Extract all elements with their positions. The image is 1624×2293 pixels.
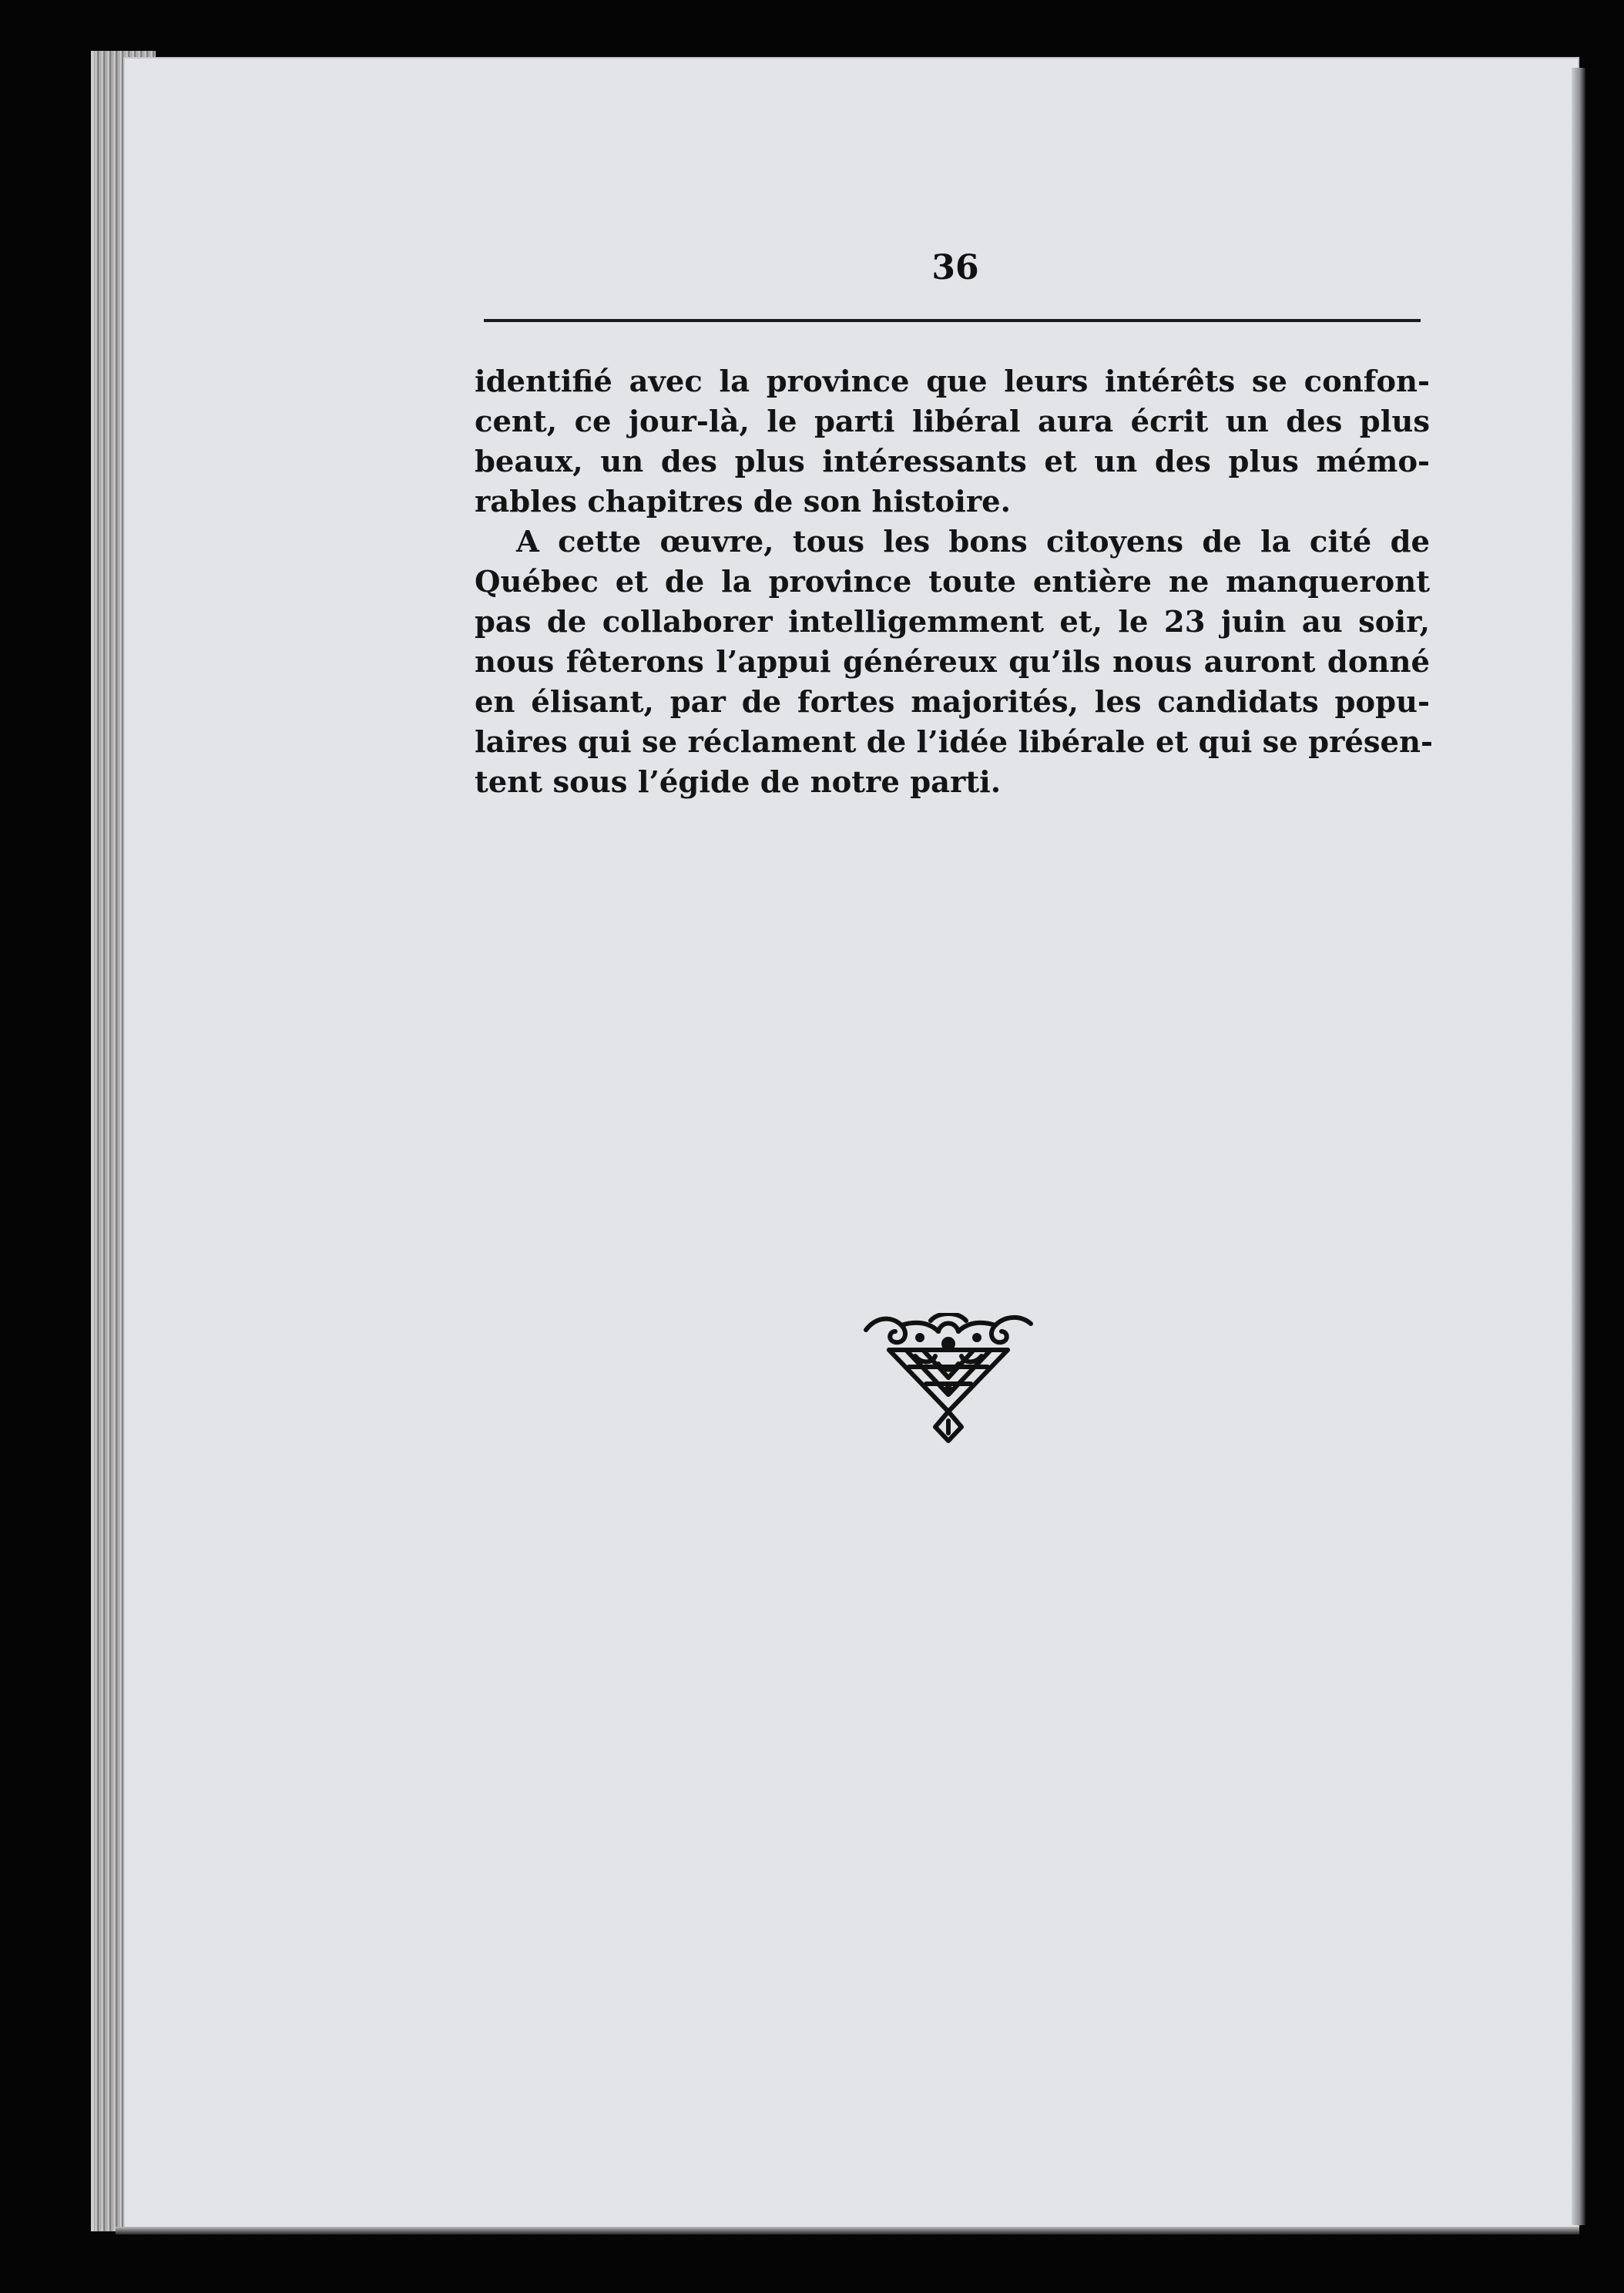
text-line: tent sous l’égide de notre parti. — [475, 765, 1002, 800]
text-line: pas de collaborer intelligemment et, le 23 juin au soir, — [475, 605, 1430, 640]
text-line: A cette œuvre, tous les bons citoyens de la cité de — [516, 525, 1430, 559]
text-line: nous fêterons l’appui généreux qu’ils nous auront donné — [475, 645, 1430, 680]
text-line: en élisant, par de fortes majorités, les candidats popu- — [475, 685, 1430, 720]
right-page-edge — [1572, 68, 1585, 2225]
text-line: laires qui se réclament de l’idée libérale et qui se présen- — [475, 725, 1434, 760]
page-number: 36 — [931, 248, 979, 287]
text-line: Québec et de la province toute entière ne manqueront — [475, 565, 1430, 599]
text-line: rables chapitres de son histoire. — [475, 485, 1012, 519]
text-line: identifié avec la province que leurs intérêts se confon- — [475, 364, 1430, 399]
floral-tailpiece-icon — [861, 1313, 1035, 1444]
body-text — [475, 362, 1434, 803]
bottom-page-edge — [116, 2227, 1579, 2234]
header-rule — [484, 319, 1421, 322]
text-line: cent, ce jour-là, le parti libéral aura écrit un des plus — [475, 405, 1430, 439]
text-line: beaux, un des plus intéressants et un des plus mémo- — [475, 445, 1430, 479]
